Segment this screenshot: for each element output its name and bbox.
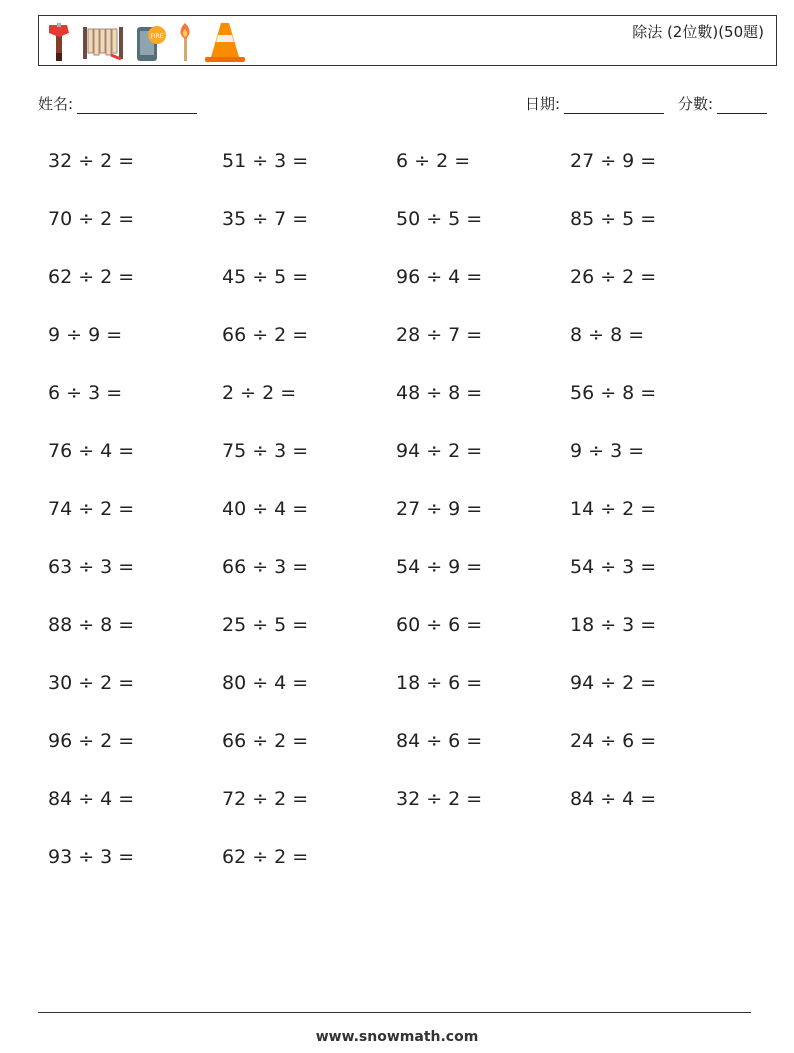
division-problem: 24 ÷ 6 = (570, 730, 657, 752)
division-problem: 63 ÷ 3 = (48, 556, 135, 578)
division-problem: 27 ÷ 9 = (396, 498, 483, 520)
division-problem: 27 ÷ 9 = (570, 150, 657, 172)
date-blank[interactable] (564, 99, 664, 114)
division-problem: 18 ÷ 3 = (570, 614, 657, 636)
division-problem: 76 ÷ 4 = (48, 440, 135, 462)
name-blank[interactable] (77, 99, 197, 114)
division-problem: 94 ÷ 2 = (570, 672, 657, 694)
date-field[interactable] (525, 93, 664, 114)
division-problem: 35 ÷ 7 = (222, 208, 309, 230)
division-problem: 93 ÷ 3 = (48, 846, 135, 868)
traffic-cone-icon (203, 19, 247, 63)
division-problem: 8 ÷ 8 = (570, 324, 645, 346)
division-problem: 75 ÷ 3 = (222, 440, 309, 462)
division-problem: 96 ÷ 2 = (48, 730, 135, 752)
division-problem: 51 ÷ 3 = (222, 150, 309, 172)
division-problem: 56 ÷ 8 = (570, 382, 657, 404)
division-problem: 96 ÷ 4 = (396, 266, 483, 288)
division-problem: 25 ÷ 5 = (222, 614, 309, 636)
division-problem: 62 ÷ 2 = (222, 846, 309, 868)
division-problem: 54 ÷ 9 = (396, 556, 483, 578)
burning-match-icon (177, 21, 193, 63)
division-problem: 9 ÷ 3 = (570, 440, 645, 462)
division-problem: 80 ÷ 4 = (222, 672, 309, 694)
problem-grid (48, 146, 748, 900)
svg-text:FIRE: FIRE (150, 33, 164, 40)
date-label: 日期: (525, 95, 561, 113)
division-problem: 85 ÷ 5 = (570, 208, 657, 230)
fire-alarm-phone-icon (135, 21, 167, 63)
division-problem: 84 ÷ 4 = (48, 788, 135, 810)
division-problem: 66 ÷ 2 = (222, 730, 309, 752)
division-problem: 6 ÷ 3 = (48, 382, 123, 404)
axe-icon (47, 21, 71, 63)
division-problem: 60 ÷ 6 = (396, 614, 483, 636)
division-problem: 40 ÷ 4 = (222, 498, 309, 520)
division-problem: 66 ÷ 2 = (222, 324, 309, 346)
division-problem: 54 ÷ 3 = (570, 556, 657, 578)
division-problem: 45 ÷ 5 = (222, 266, 309, 288)
division-problem: 30 ÷ 2 = (48, 672, 135, 694)
division-problem: 28 ÷ 7 = (396, 324, 483, 346)
division-problem: 50 ÷ 5 = (396, 208, 483, 230)
division-problem: 94 ÷ 2 = (396, 440, 483, 462)
division-problem: 66 ÷ 3 = (222, 556, 309, 578)
score-field[interactable] (678, 93, 767, 114)
name-label: 姓名: (38, 95, 74, 113)
division-problem: 14 ÷ 2 = (570, 498, 657, 520)
division-problem: 32 ÷ 2 = (396, 788, 483, 810)
division-problem: 2 ÷ 2 = (222, 382, 297, 404)
division-problem: 62 ÷ 2 = (48, 266, 135, 288)
footer-website: www.snowmath.com (315, 1029, 479, 1045)
division-problem: 70 ÷ 2 = (48, 208, 135, 230)
division-problem: 48 ÷ 8 = (396, 382, 483, 404)
name-field[interactable] (38, 93, 197, 114)
division-problem: 72 ÷ 2 = (222, 788, 309, 810)
header-box (38, 15, 777, 66)
division-problem: 32 ÷ 2 = (48, 150, 135, 172)
footer-divider (38, 1012, 751, 1013)
division-problem: 74 ÷ 2 = (48, 498, 135, 520)
fire-hose-icon (81, 23, 125, 63)
division-problem: 88 ÷ 8 = (48, 614, 135, 636)
division-problem: 26 ÷ 2 = (570, 266, 657, 288)
division-problem: 18 ÷ 6 = (396, 672, 483, 694)
division-problem: 84 ÷ 4 = (570, 788, 657, 810)
score-label: 分數: (678, 95, 714, 113)
division-problem: 84 ÷ 6 = (396, 730, 483, 752)
icon-strip (47, 19, 247, 63)
division-problem: 9 ÷ 9 = (48, 324, 123, 346)
score-blank[interactable] (717, 99, 767, 114)
worksheet-title: 除法 (2位數)(50題) (632, 23, 764, 41)
division-problem: 6 ÷ 2 = (396, 150, 471, 172)
